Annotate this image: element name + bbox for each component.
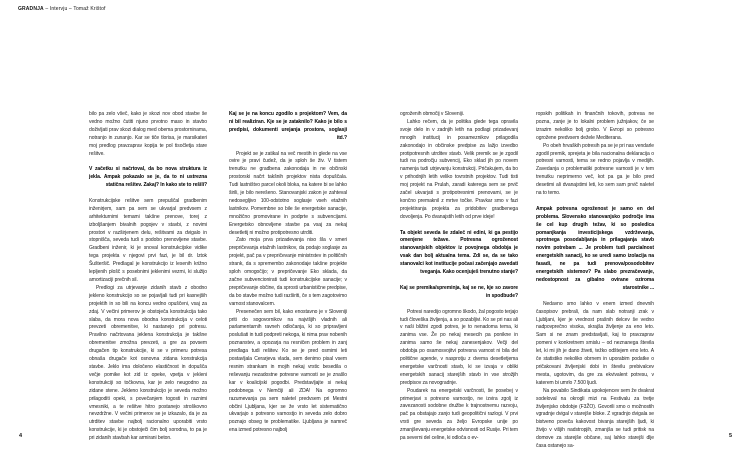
paragraph: Predlogi za utrjevanje zidanih stavb z obodno jekleno konstrukcijo so se pojavljali tudi pri kasnejših projektih in so bili na koncu vedno opuščeni, vsaj za zdaj. V večini primerov je obstoječa konstrukcija tako slaba, da mora nova obodna konstrukcija v celoti prevzeti obremenitve, ki nastanejo pri potresu. Pravilno načrtovana jeklena konstrukcija je takšne obremenitve zmožna prevzeti, a gre za povsem drugačen tip konstrukcije, ki se v primeru potresa obnaša drugače kot osnovna zidana konstrukcija stavbe. Jeklo ima določeno elastičnost in dopušča večje pomike kot zid iz opeke, vpetja v jekleni konstrukciji so točkovna, kar je zelo neugodno za zidane stene. Jekleno konstrukcijo je seveda možno prilagoditi opeki, s povečanjem togosti in raznimi vmesniki, a te rešitve hitro postanejo stroškovno nevzdržne. V večini primerov se je izkazalo, da je za utrditev stavbe najbolj racionalno uporabiti vrsto konstrukcije, ki je obstoječi čim bolj sorodna, to pa je pri zidanih stavbah kar armirani beton. — [89, 284, 207, 442]
paragraph: Na povabilo Sindikata upokojencev sem že dvakrat sodeloval na okrogli mizi na Festivalu za tretje življenjsko obdobje (F3ŽO). Govorili smo o možnostih vgradnje dvigal v starejše bloke. Z vgradnjo dvigala se bistveno poveča kakovost bivanja starejših ljudi, ki živijo v višjih nadstropjih, zmanjša se tudi pritisk na domove za starejše občane, saj lahko starejši dlje časa ostanejo sa- — [536, 387, 654, 450]
paragraph: Projekt se je zatikal na več mestih in glede na vse ovire je pravi čudež, da je sploh še živ. V tistem trenutku ne gradbena zakonodaja in ne občinski prostorski načrt takšnih projektov nista dopuščala. Tudi lastništvo parcel okoli bloka, na katere bi se lahko širili, je bilo nerešeno. Stanovanjski zakon je zahteval nedosegljivo 100-odstotno soglasje vseh etažnih lastnikov. Pomembne so bile še energetske sanacije, množično promovirane in podprte s subvencijami. Energetsko obnovljene stavbe pa vsaj za nekaj desetletij ni možno protipotresno utrditi. — [229, 150, 347, 236]
paragraph: Presenečen sem bil, kako enostavno je v Sloveniji priti do sogovornikov na najvišjih vladnih ali parlamentarnih ravneh odločanja, ki so pripravljeni poslušati in tudi podpreti nekoga, ki nima prav nobenih poznanstev, a opozarja na resničen problem in zanj predlaga tudi rešitev. Ko se je pred osmimi leti postavljala Cerarjeva vlada, sem denimo pisal vsem resnim strankam in mojih nekaj vrstic besedila o reševanju nezadostne potresne varnosti se je znašlo kar v koalicijski pogodbi. Predstavljajte si nekaj podobnega v Nemčiji ali ZDA! Na ogromno razumevanja pa sem naletel predvsem pri Mestni občini Ljubljana, kjer se že vrsto let sistematično ukvarjajo s potresno varnostjo in seveda zelo dobro poznajo obseg te problematike. Ljubljana je namreč ena izmed potresno najbolj — [229, 308, 347, 434]
page-number-left: 4 — [19, 433, 23, 439]
paragraph: ropskih politikah in finančnih tokovih, potresa ne pozna, zanje je to lokalni problem južnjakov, če se izrazim nekoliko bolj grobo. V Evropi so potresno ogrožene predvsem dežele Mediterana. — [536, 111, 654, 141]
paragraph: Nedavno smo lahko v enem izmed dnevnih časopisov prebrali, da nam slab notranji zrak v Ljubljani, kjer je vrednost prašnih delcev še vedno nadpovprečno visoka, skrajša življenje za eno leto. Sam si ne znam predstavljati, kaj to pravzaprav pomeni v konkretnem smislu – od neznanega števila let, ki mi jih je dano živeti, težko odštejem eno leto. A če statistiko nekoliko obrnem in uporabim podatke o pričakovani življenjski dobi in številu prebivalcev mesta, ugotovim, da gre za ekvivalent potresu, v katerem bi umrlo 7.500 ljudi. — [536, 300, 654, 386]
left-page-column-1 — [89, 111, 207, 443]
left-page-column-2 — [229, 111, 347, 435]
page-number-right: 5 — [729, 433, 733, 439]
paragraph: bilo pa zelo všeč, kako je skozi nov obod stavbe še vedno možno čutiti njuno prvotno maso in stavbo doživljati prav skozi dialog med obema prostorninama, notranjo in zunanjo. Kar se tiče tlorisa, je marsikateri moj predlog pravzaprav kopija te pol tisočletja stare rešitve. — [89, 111, 207, 157]
paragraph: Zato moja prva prizadevanja niso šla v smeri prepričevanja etažnih lastnikov, da podajo soglasje za projekt, pač pa v prepričevanje ministrstev in političnih strank, da s spremembo zakonodaje takšne projekte sploh omogočijo; v prepričevanje Eko sklada, da začne subvencionirati tudi konstrukcijske sanacije; v prepričevanje občine, da sprosti urbanistične predpise, da bo stavbe možno tudi razširiti, če s tem zagotovimo varnost stanovalcem. — [229, 237, 347, 307]
running-header-section: – Intervju – Tomaž Krištof — [45, 6, 106, 12]
right-page — [375, 0, 750, 450]
interview-question: V začetku si načrtoval, da bo nova struktura iz jekla. Ampak pokazalo se je, da to ni ustrezna statična rešitev. Zakaj? In kako ste to rešili? — [89, 166, 207, 189]
interview-question: Ampak potresna ogroženost je samo en del problema. Slovensko stanovanjsko področje ima še cel kup drugih težav, ki so posledica pomanjkanja investicijskega vzdrževanja, sprotnega posodabljanja in prilagajanja stavb novim potrebam ... Je problem tudi parcialnost energetskih sanacij, ko se uredi samo izolacija na fasadi, ne pa tudi prenova/posodobitev energetskih sistemov? Pa slabo prezračevanje, nedostopnost za gibalno ovirane oziroma starostnike ... — [536, 205, 654, 291]
paragraph: ogroženih območij v Sloveniji. — [400, 111, 465, 117]
paragraph: Po obeh hrvaških potresih pa se je pri nas vendarle zgodil premik, sprejeta je bila nacionalna deklaracija o potresni varnosti, tema se redno pojavlja v medijih. Zavedanja o problematiki potresne varnosti je v tem trenutku neprimerno več, kot pa ga je bilo pred desetimi ali dvanajstimi leti, ko sem sam prvič naletel na to temo. — [536, 142, 654, 197]
paragraph: Konstrukcijske rešitve sem prepuščal gradbenim inženirjem, sam pa sem se ukvarjal predvsem z arhitekturnimi temami takšne prenove, torej z izboljšanjem bivalnih pogojev v stavbi, z novimi prostori v razširjenem delu, rešitvami za dvigalo in stopnišča, seveda tudi s podobo prenovljene stavbe. Gradbeni inženir, ki je snoval konstrukcijske vidike tega projekta v njegovi prvi fazi, je bil dr. Iztok Šušteršič. Predlagal je konstrukcijo iz lesenih križno lepljenih plošč s posebnimi jeklenimi vezmi, ki služijo amortizaciji prečnih sil. — [89, 197, 207, 283]
paragraph: Poudarek na energetski varčnosti, še posebej v primerjavi s potresno varnostjo, ne izvira zgolj iz zavezanosti sodobne družbe k trajnostnemu razvoju, pač pa obstajajo zanjo tudi geopolitični razlogi. V prvi vrsti gre seveda za željo Evropske unije po zmanjševanju energetske odvisnosti od Rusije. Pri tem pa severni del celine, ki odloča o ev- — [400, 387, 518, 442]
paragraph: Potresi naredijo ogromno škodo, žal pogosto terjajo tudi človeška življenja, a so pozabljivi. Ko se pri nas ali v naši bližini zgodi potres, je to nenadoma tema, ki zanima vse. Že po nekaj mesecih pa ponikne in zanima samo še nekaj zanesenjakov. Večji del obdobja po osamosvojitvi potresna varnost ni bila del politične agende, v nasprotju z dvema desetletjema energetske varčnosti stavb, ki se izvaja v obliki energetskih sanacij starejših stavb in vse strožjih predpisov za novogradnje. — [400, 308, 518, 386]
interview-question: Ta objekt seveda še zdaleč ni edini, ki ga pestijo omenjene težave. Potresna ogroženost stanovanjskih objektov iz povojnega obdobja je vsak dan bolj aktualna tema. Zdi se, da se tako stanovalci kot institucije počasi začenjajo zavedati tveganja. Kako ocenjuješ trenutno stanje? — [400, 229, 518, 276]
interview-question: Kaj se je na koncu zgodilo s projektom? Vem, da ni bil realiziran. Kje se je zataknilo? Kako je bilo s predpisi, dokumenti urejanja prostora, soglasji itd.? — [229, 111, 347, 141]
right-page-column-2 — [536, 111, 654, 450]
magazine-brand-label: GRADNJA — [18, 6, 44, 12]
interview-question: Kaj se premika/spreminja, kaj se ne, kje so zavore in spodbude? — [400, 284, 518, 299]
right-page-column-1 — [400, 111, 518, 443]
paragraph: Lahko rečem, da je politika glede tega opravila svoje delo in v zadnjih letih na podlagi prizadevanj mnogih institucij in posameznikov prilagodila zakonodajo in občinske predpise za lažjo izvedbo protipotresnih utrditev stavb. Velik premik se je zgodil tudi na področju subvencij, Eko sklad jih po novem namenja tudi utrjevanju konstrukcij. Pričakujem, da bo v prihodnjih letih veliko tovrstnih projektov. Tudi tisti moj projekt na Prulah, zaradi katerega sem se prvič začel ukvarjati s protipotresnimi prenovami, se je končno premaknil z mrtve točke. Pravkar smo v fazi projektiranja projekta za pridobitev gradbenega dovoljenja. Po dvanajstih letih od prve ideje! — [400, 118, 518, 220]
